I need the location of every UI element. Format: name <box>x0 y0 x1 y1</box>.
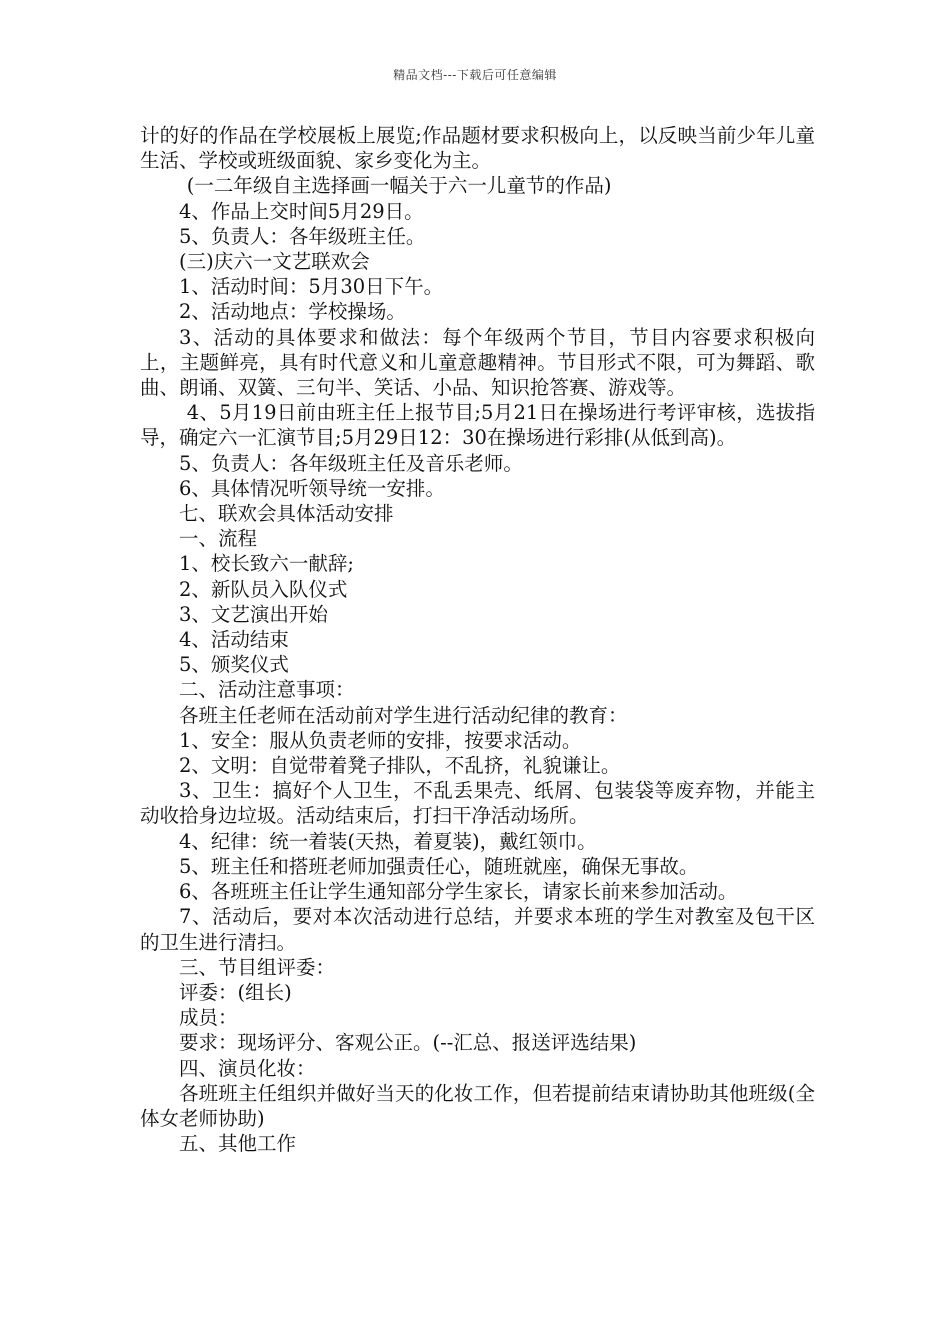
section-heading: 五、其他工作 <box>179 1132 297 1156</box>
page-header-note: 精品文档---下载后可任意编辑 <box>393 68 557 82</box>
paragraph: 3、活动的具体要求和做法：每个年级两个节目，节目内容要求积极向上，主题鲜亮，具有时代意义和儿童意趣精神。节目形式不限，可为舞蹈、歌曲、朗诵、双簧、三句半、笑话、小品、知识抢答赛、游戏等。 <box>140 325 815 400</box>
list-item: 5、颁奖仪式 <box>179 653 289 677</box>
paragraph: (一二年级自主选择画一幅关于六一儿童节的作品) <box>186 174 612 198</box>
paragraph: 5、负责人：各年级班主任。 <box>179 224 426 248</box>
section-heading: 三、节目组评委： <box>179 955 336 979</box>
list-item: 4、活动结束 <box>179 628 289 652</box>
section-heading: 四、演员化妆： <box>179 1056 316 1080</box>
list-item: 7、活动后，要对本次活动进行总结，并要求本班的学生对教室及包干区的卫生进行清扫。 <box>140 905 815 954</box>
list-item: 2、新队员入队仪式 <box>179 577 348 601</box>
paragraph: 各班主任老师在活动前对学生进行活动纪律的教育： <box>179 703 628 727</box>
list-item: 3、卫生：搞好个人卫生，不乱丢果壳、纸屑、包装袋等废弃物，并能主动收拾身边垃圾。活动结束后，打扫干净活动场所。 <box>140 779 815 828</box>
paragraph: 评委：(组长) <box>179 980 292 1004</box>
paragraph: 1、活动时间：5月30日下午。 <box>179 275 444 299</box>
list-item: 5、班主任和搭班老师加强责任心，随班就座，确保无事故。 <box>179 854 699 878</box>
section-heading: 二、活动注意事项： <box>179 678 355 702</box>
list-item: 4、纪律：统一着装(天热，着夏装)，戴红领巾。 <box>179 829 597 853</box>
paragraph: 要求：现场评分、客观公正。(--汇总、报送评选结果) <box>179 1031 637 1055</box>
section-heading: 一、流程 <box>179 527 258 551</box>
list-item: 2、文明：自觉带着凳子排队，不乱挤，礼貌谦让。 <box>179 754 621 778</box>
section-heading: (三)庆六一文艺联欢会 <box>179 250 370 274</box>
paragraph: 4、作品上交时间5月29日。 <box>179 199 424 223</box>
paragraph: 4、5月19日前由班主任上报节目;5月21日在操场进行考评审核，选拔指导，确定六一汇演节目;5月29日12：30在操场进行彩排(从低到高)。 <box>140 401 815 450</box>
list-item: 1、安全：服从负责老师的安排，按要求活动。 <box>179 728 582 752</box>
list-item: 3、文艺演出开始 <box>179 602 328 626</box>
paragraph: 成员： <box>179 1006 238 1030</box>
paragraph: 计的好的作品在学校展板上展览;作品题材要求积极向上，以反映当前少年儿童生活、学校或班级面貌、家乡变化为主。 <box>140 124 815 173</box>
section-heading: 七、联欢会具体活动安排 <box>179 502 394 526</box>
document-body <box>140 123 815 1156</box>
list-item: 6、各班班主任让学生通知部分学生家长，请家长前来参加活动。 <box>179 880 738 904</box>
paragraph: 2、活动地点：学校操场。 <box>179 300 406 324</box>
paragraph: 各班班主任组织并做好当天的化妆工作，但若提前结束请协助其他班级(全体女老师协助) <box>140 1081 815 1130</box>
list-item: 1、校长致六一献辞; <box>179 552 354 576</box>
paragraph: 6、具体情况听领导统一安排。 <box>179 476 445 500</box>
paragraph: 5、负责人：各年级班主任及音乐老师。 <box>179 451 523 475</box>
